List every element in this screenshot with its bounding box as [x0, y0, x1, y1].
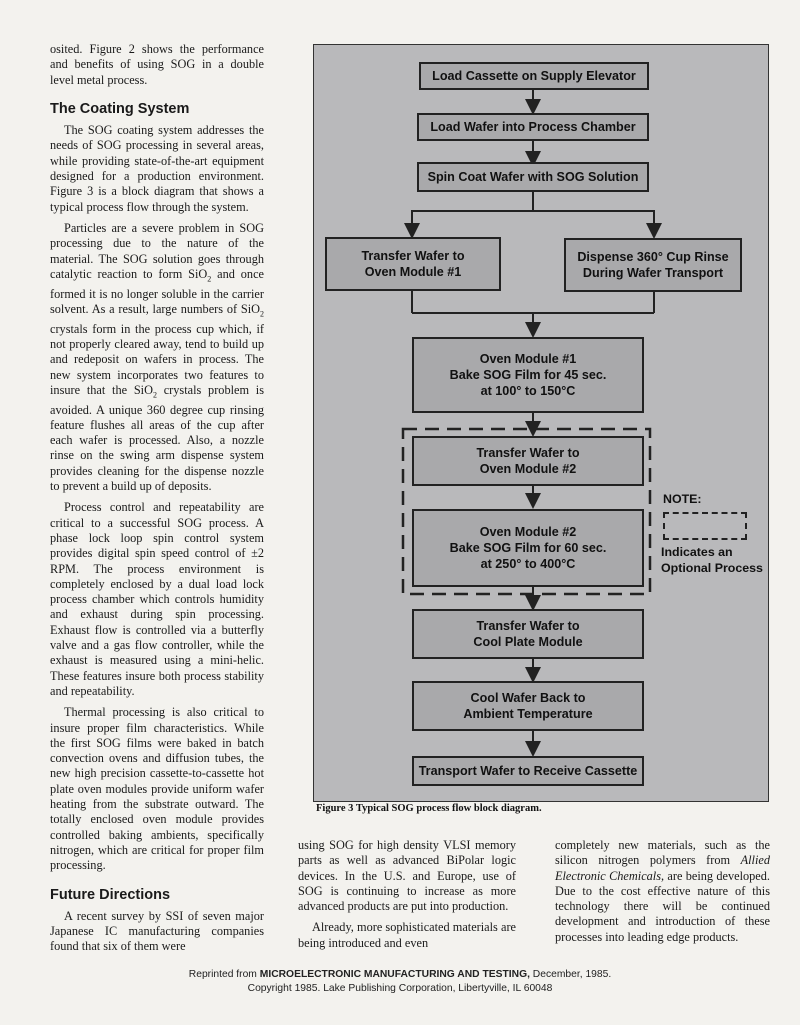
- middle-paragraph-1: using SOG for high density VLSI memory parts as well as advanced BiPolar logic devices. In the U.S. and Europe, use of SOG is continuing to increase as more advanced products are put into production.: [298, 838, 516, 914]
- future-directions-heading: Future Directions: [50, 886, 171, 903]
- step-oven-module-2: Oven Module #2 Bake SOG Film for 60 sec. at 250° to 400°C: [412, 509, 644, 587]
- step-cool-wafer: Cool Wafer Back to Ambient Temperature: [412, 681, 644, 731]
- coating-paragraph-3: Process control and repeatability are critical to a successful SOG process. A phase lock loop spin control system provides digital spin speed control of ±2 RPM. The process environment is completely enclosed by a dual load lock process chamber which controls humidity and exhaust during spin processing. Exhaust flow is controlled via a butterfly valve and a gas flow controller, while the exhaust is measured using a mini-helic. These features insure both process stability and repeatability.: [50, 500, 264, 698]
- coating-paragraph-4: Thermal processing is also critical to insure proper film characteristics. While the first SOG films were baked in batch convection ovens and diffusion tubes, the new high precision cassette-to-cassette hot plate oven modules provide uniform wafer heating from the substrate outward. The totally enclosed oven module provides controlled baking ambients, specifically nitrogen, which are critical for proper film processing.: [50, 705, 264, 873]
- step-transfer-oven-2: Transfer Wafer to Oven Module #2: [412, 436, 644, 486]
- right-column: [555, 838, 770, 951]
- note-description: Indicates an Optional Process: [661, 545, 763, 575]
- right-paragraph-1: completely new materials, such as the silicon nitrogen polymers from Allied Electronic Chemicals, are being developed. Due to the cost effective nature of this technology there will be continued development and introduction of these processes into leading edge products.: [555, 838, 770, 944]
- step-spin-coat: Spin Coat Wafer with SOG Solution: [417, 162, 649, 192]
- process-flow-figure: [313, 44, 769, 802]
- intro-paragraph: osited. Figure 2 shows the performance and benefits of using SOG in a double level metal process.: [50, 42, 264, 87]
- future-paragraph-1: A recent survey by SSI of seven major Japanese IC manufacturing companies found that six of them were: [50, 908, 264, 954]
- figure-caption: Figure 3 Typical SOG process flow block diagram.: [316, 803, 542, 814]
- reprint-footer: [0, 968, 800, 996]
- coating-paragraph-2: Particles are a severe problem in SOG processing due to the nature of the material. The SOG solution goes through catalytic reaction to form SiO$_2$ and once formed it is no longer soluble in the carrier solvent. As a result, large numbers of SiO$_2$ crystals form in the process cup which, if not properly cleared away, tend to build up and redeposit on wafers in process. The new system incorporates two features to insure that the SiO$_2$ crystals problem is avoided. A unique 360 degree cup rinsing feature flushes all areas of the cup after each wafer is processed. Also, a nozzle rinse on the swing arm dispense system provides cleaning for the dispense nozzle to prevent a build up of deposits.: [50, 220, 264, 494]
- middle-paragraph-2: Already, more sophisticated materials are being introduced and even: [298, 920, 516, 950]
- step-transfer-cool-plate: Transfer Wafer to Cool Plate Module: [412, 609, 644, 659]
- middle-column: [298, 838, 516, 957]
- note-title: NOTE:: [663, 492, 702, 506]
- footer-line-2: Copyright 1985. Lake Publishing Corporation, Libertyville, IL 60048: [247, 983, 553, 994]
- step-transport-receive: Transport Wafer to Receive Cassette: [412, 756, 644, 786]
- coating-system-heading: The Coating System: [50, 100, 190, 117]
- step-load-cassette: Load Cassette on Supply Elevator: [419, 62, 649, 90]
- step-cup-rinse: Dispense 360° Cup Rinse During Wafer Transport: [564, 238, 742, 292]
- note-dashed-swatch: [663, 512, 747, 540]
- coating-paragraph-1: The SOG coating system addresses the needs of SOG processing in several areas, while providing state-of-the-art equipment designed for a production environment. Figure 3 is a block diagram that shows a typical process flow through the system.: [50, 123, 264, 214]
- footer-line-1: Reprinted from MICROELECTRONIC MANUFACTURING AND TESTING, December, 1985.: [188, 969, 612, 980]
- left-column: [50, 42, 264, 961]
- step-oven-module-1: Oven Module #1 Bake SOG Film for 45 sec. at 100° to 150°C: [412, 337, 644, 413]
- step-load-wafer: Load Wafer into Process Chamber: [417, 113, 649, 141]
- step-transfer-oven-1: Transfer Wafer to Oven Module #1: [325, 237, 501, 291]
